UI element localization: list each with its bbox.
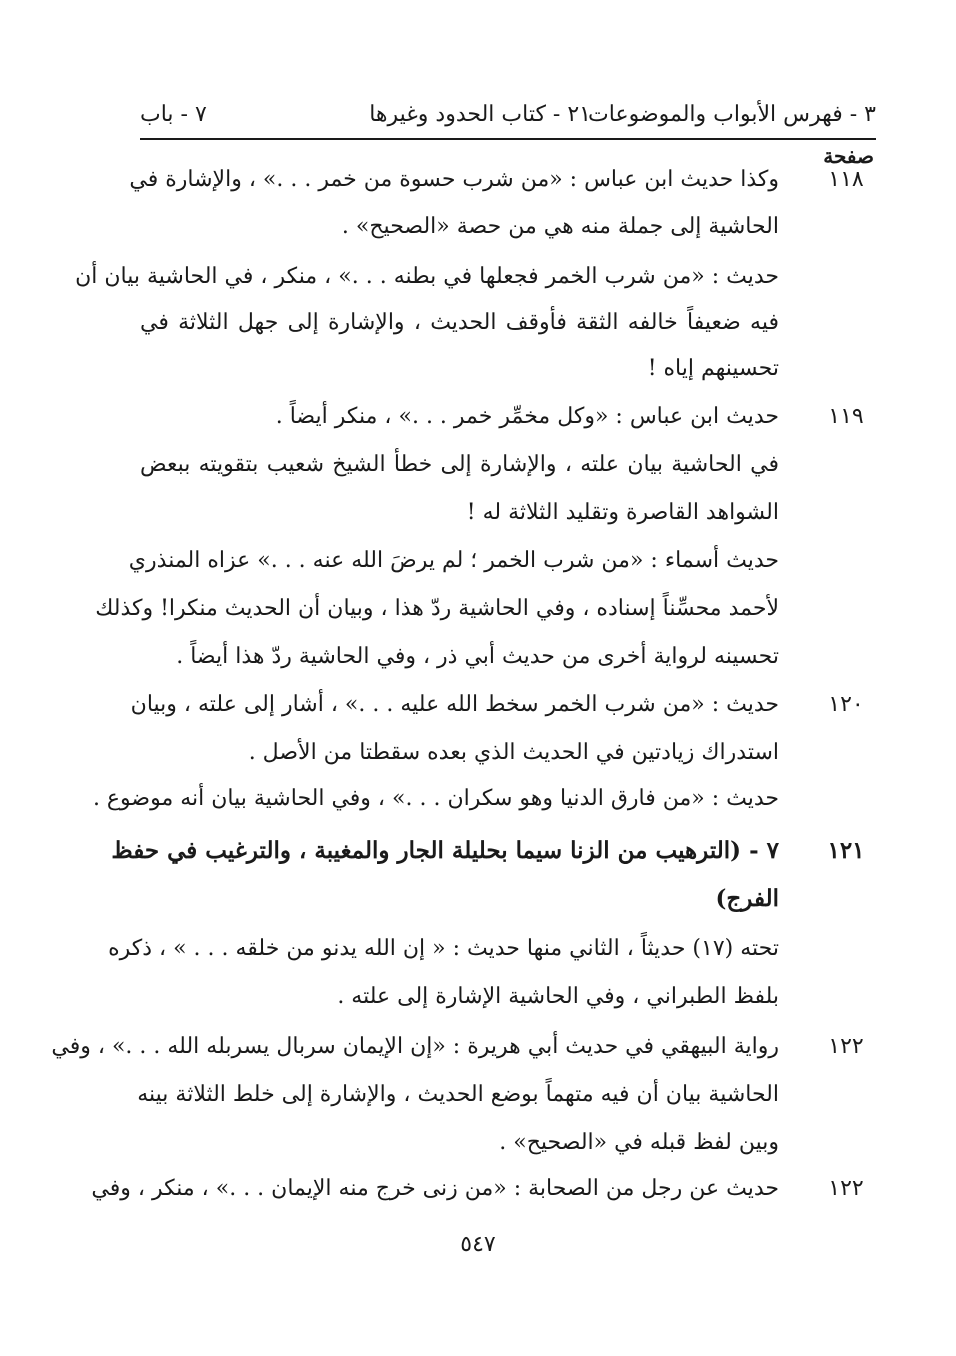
entry-page-number: ١٢٢ bbox=[828, 1176, 864, 1201]
entry-text: الفرج) bbox=[715, 885, 779, 912]
entry-line bbox=[75, 257, 876, 297]
entry-text: وكذا حديث ابن عباس : «من شرب حسوة من خمر . . .» ، والإشارة في bbox=[129, 167, 779, 192]
entry-text: استدراك زيادتين في الحديث الذي بعده سقطتا من الأصل . bbox=[248, 740, 779, 765]
entry-line bbox=[140, 207, 876, 247]
entry-line bbox=[111, 831, 876, 871]
entry-line bbox=[140, 1123, 876, 1163]
entry-page-number: ١١٩ bbox=[828, 404, 864, 429]
entry-text: ٧ - (الترهيب من الزنا سيما بحليلة الجار والمغيبة ، والترغيب في حفظ bbox=[111, 837, 779, 864]
entry-line bbox=[140, 493, 876, 533]
entry-page-number: ١٢٢ bbox=[828, 1034, 864, 1059]
entry-line bbox=[140, 303, 876, 343]
page-number: ٥٤٧ bbox=[460, 1232, 496, 1257]
entry-text: فيه ضعيفاً خالفه الثقة فأوقف الحديث ، والإشارة إلى جهل الثلاثة في bbox=[140, 310, 779, 335]
entry-line bbox=[140, 637, 876, 677]
entry-line bbox=[140, 879, 876, 919]
entry-text: حديث : «من فارق الدنيا وهو سكران . . .» ، وفي الحاشية بيان أنه موضوع . bbox=[92, 786, 779, 811]
header-chapter-label: ٧ - باب bbox=[140, 102, 207, 127]
entry-line bbox=[140, 733, 876, 773]
header-section-title: ٣ - فهرس الأبواب والموضوعات bbox=[588, 102, 876, 127]
entry-text: رواية البيهقي في حديث أبي هريرة : «إن الإيمان سربال يسربله الله . . .» ، وفي bbox=[51, 1034, 779, 1059]
entry-page-number: ١١٨ bbox=[828, 167, 864, 192]
running-header bbox=[140, 96, 876, 134]
entry-line bbox=[140, 977, 876, 1017]
entry-page-number: ١٢٠ bbox=[828, 692, 864, 717]
entry-line bbox=[140, 445, 876, 485]
entry-text: لأحمد محسِّناً إسناده ، وفي الحاشية ردّ هذا ، وبيان أن الحديث منكرا! وكذلك bbox=[95, 596, 779, 621]
entry-text: في الحاشية بيان علته ، والإشارة إلى خطأ الشيخ شعيب بتقويته ببعض bbox=[140, 452, 779, 477]
entry-line bbox=[95, 589, 876, 629]
entry-text: حديث أسماء : «من شرب الخمر ؛ لم يرضَ الله عنه . . .» عزاه المنذري bbox=[128, 548, 779, 573]
entry-text: بلفظ الطبراني ، وفي الحاشية الإشارة إلى علته . bbox=[337, 984, 779, 1009]
entry-text: الحاشية إلى جملة منه هي من حصة «الصحيح» . bbox=[341, 214, 779, 239]
entry-line bbox=[140, 349, 876, 389]
entry-text: وبين لفظ قبله في «الصحيح» . bbox=[499, 1130, 779, 1155]
entry-line bbox=[140, 397, 876, 437]
header-rule bbox=[140, 138, 876, 140]
entry-text: حديث : «من شرب الخمر فجعلها في بطنه . . .» ، منكر ، في الحاشية بيان أن bbox=[75, 264, 779, 289]
entry-line bbox=[51, 1027, 876, 1067]
entry-text: تحسينهم إياه ! bbox=[647, 356, 779, 381]
entry-line bbox=[129, 160, 876, 200]
entry-text: حديث ابن عباس : «وكل مخمِّر خمر . . .» ، منكر أيضاً . bbox=[275, 404, 779, 429]
entry-text: تحته (١٧) حديثاً ، الثاني منها حديث : « إن الله يدنو من خلقه . . . » ، ذكره bbox=[108, 936, 779, 961]
entry-page-number: ١٢١ bbox=[827, 837, 865, 864]
header-book-title: ٢١ - كتاب الحدود وغيرها bbox=[369, 102, 591, 127]
entry-line bbox=[128, 541, 876, 581]
entry-line bbox=[130, 685, 876, 725]
entry-line bbox=[137, 1075, 876, 1115]
entry-text: الحاشية بيان أن فيه متهماً بوضع الحديث ، والإشارة إلى خلط الثلاثة بينه bbox=[137, 1082, 779, 1107]
entry-line bbox=[108, 929, 876, 969]
entry-text: الشواهد القاصرة وتقليد الثلاثة له ! bbox=[466, 500, 779, 525]
entry-text: حديث عن رجل من الصحابة : «من زنى خرج منه الإيمان . . .» ، منكر ، وفي bbox=[91, 1176, 779, 1201]
entry-line bbox=[91, 1169, 876, 1209]
entry-text: حديث : «من شرب الخمر سخط الله عليه . . .» ، أشار إلى علته ، وبيان bbox=[130, 692, 779, 717]
entry-line bbox=[92, 779, 876, 819]
page-column-label: صفحة bbox=[823, 144, 874, 168]
entry-text: تحسينه لرواية أخرى من حديث أبي ذر ، وفي الحاشية ردّ هذا أيضاً . bbox=[176, 644, 779, 669]
